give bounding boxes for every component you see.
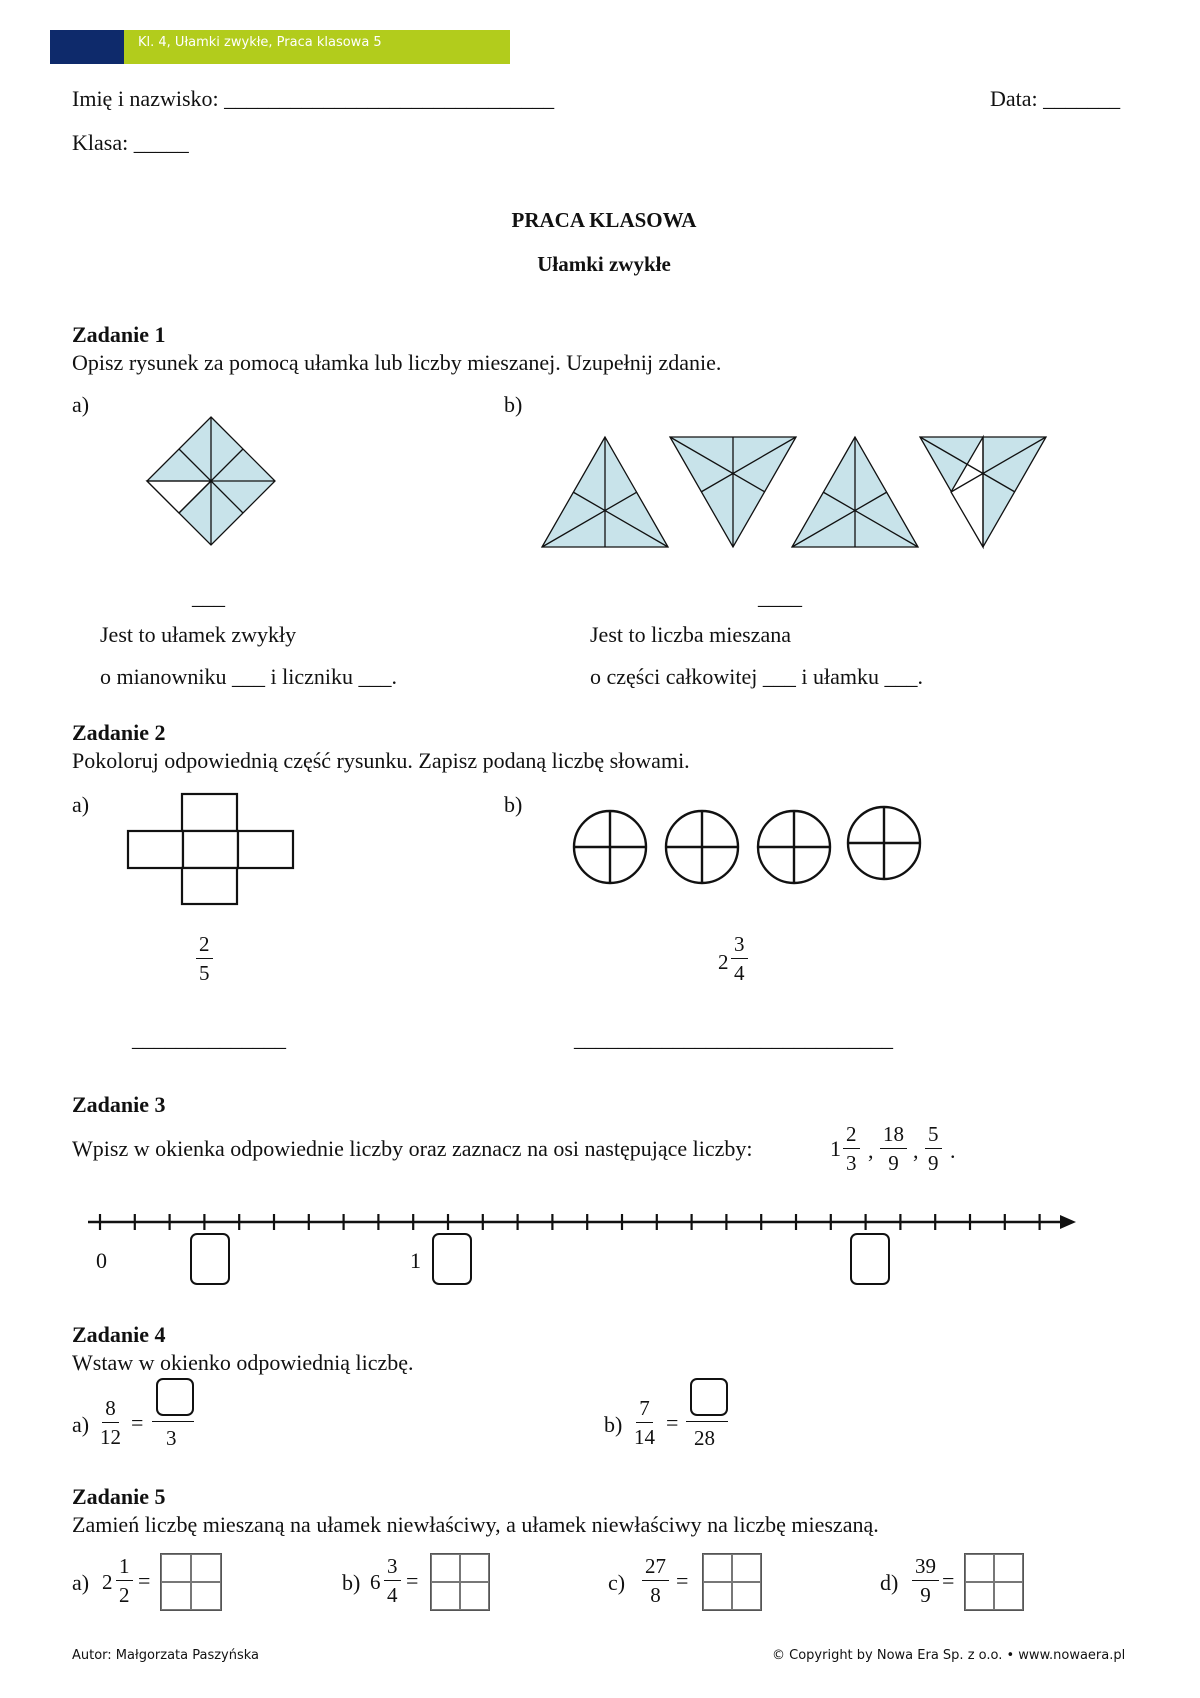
- task2-b-numerator: 3: [731, 934, 748, 959]
- task5-b-numerator: 3: [384, 1556, 401, 1581]
- task5-heading: Zadanie 5: [72, 1484, 166, 1509]
- task2-b-denominator: 4: [734, 961, 745, 985]
- task4-b-right-denominator: 28: [694, 1426, 715, 1450]
- axis-label-one: 1: [410, 1248, 421, 1273]
- task5-c-answer-grid[interactable]: [702, 1553, 762, 1611]
- page-title: PRACA KLASOWA: [511, 208, 697, 232]
- task3-heading: Zadanie 3: [72, 1092, 166, 1117]
- task5-a-denominator: 2: [119, 1583, 130, 1607]
- axis-answer-box-1[interactable]: [190, 1233, 230, 1285]
- task1-instruction: Opisz rysunek za pomocą ułamka lub liczby mieszanej. Uzupełnij zdanie.: [72, 350, 722, 375]
- task5-c-denominator: 8: [650, 1583, 661, 1607]
- task5-b-equals: =: [406, 1568, 419, 1593]
- task5-instruction: Zamień liczbę mieszaną na ułamek niewłaściwy, a ułamek niewłaściwy na liczbę mieszaną.: [72, 1512, 879, 1537]
- task5-a-equals: =: [138, 1568, 151, 1593]
- axis-answer-box-3[interactable]: [850, 1233, 890, 1285]
- task4-b-equals: =: [666, 1410, 679, 1435]
- task3-number2-denominator: 9: [888, 1151, 899, 1175]
- task2-a-answer-line[interactable]: ______________: [132, 1026, 286, 1051]
- task5-b-answer-grid[interactable]: [430, 1553, 490, 1611]
- task2-instruction: Pokoloruj odpowiednią część rysunku. Zapisz podaną liczbę słowami.: [72, 748, 690, 773]
- task2-heading: Zadanie 2: [72, 720, 166, 745]
- task4-heading: Zadanie 4: [72, 1322, 166, 1347]
- task4-a-numerator: 8: [102, 1398, 119, 1423]
- task2-a-denominator: 5: [199, 961, 210, 985]
- task4-b-right-bar: [686, 1421, 728, 1422]
- task5-d-denominator: 9: [920, 1583, 931, 1607]
- task5-d-numerator: 39: [912, 1556, 939, 1581]
- task4-a-right-denominator: 3: [166, 1426, 177, 1450]
- task4-b-label: b): [604, 1412, 623, 1437]
- task3-end: .: [950, 1138, 956, 1163]
- task4-a-right-bar: [152, 1421, 194, 1422]
- task2-a-fraction: [196, 934, 213, 984]
- axis-answer-box-2[interactable]: [432, 1233, 472, 1285]
- class-field-label: Klasa: _____: [72, 130, 189, 155]
- task5-c-label: c): [608, 1570, 626, 1595]
- axis-label-zero: 0: [96, 1248, 107, 1273]
- task5-a-numerator: 1: [116, 1556, 133, 1581]
- task2-b-answer-line[interactable]: _____________________________: [574, 1026, 893, 1051]
- task4-a-left-fraction: [100, 1398, 121, 1448]
- task3-number1-numerator: 2: [843, 1124, 860, 1149]
- task5-a-answer-grid[interactable]: [160, 1553, 222, 1611]
- task1-a-answer-blank[interactable]: ___: [192, 584, 225, 609]
- task5-b-whole: 6: [370, 1570, 381, 1594]
- task3-number3-numerator: 5: [925, 1124, 942, 1149]
- task5-b-denominator: 4: [387, 1583, 398, 1607]
- task4-a-equals: =: [131, 1410, 144, 1435]
- task5-d-label: d): [880, 1570, 899, 1595]
- footer-author: Autor: Małgorzata Paszyńska: [72, 1648, 260, 1663]
- task4-b-numerator: 7: [636, 1398, 653, 1423]
- task3-number3-denominator: 9: [928, 1151, 939, 1175]
- task4-instruction: Wstaw w okienko odpowiednią liczbę.: [72, 1350, 414, 1375]
- task3-number-axis: [88, 1208, 1080, 1236]
- task2-b-circles-figure: [572, 805, 924, 887]
- task3-number1-whole: 1: [830, 1136, 841, 1161]
- task2-a-numerator: 2: [196, 934, 213, 959]
- task3-instruction: Wpisz w okienka odpowiednie liczby oraz zaznacz na osi następujące liczby:: [72, 1136, 753, 1161]
- task5-d-equals: =: [942, 1568, 955, 1593]
- task5-b-fraction: [384, 1556, 401, 1606]
- task5-a-label: a): [72, 1570, 90, 1595]
- header-text: Kl. 4, Ułamki zwykłe, Praca klasowa 5: [138, 35, 382, 50]
- page-subtitle: Ułamki zwykłe: [537, 252, 671, 276]
- task1-a-sentence-line2: o mianowniku ___ i liczniku ___.: [100, 664, 397, 689]
- name-field-label: Imię i nazwisko: ______________________________: [72, 86, 555, 111]
- task4-b-left-fraction: [634, 1398, 655, 1448]
- task5-b-label: b): [342, 1570, 361, 1595]
- task1-a-square-figure: [145, 415, 277, 547]
- task4-a-answer-box[interactable]: [156, 1378, 194, 1416]
- task3-number2-numerator: 18: [880, 1124, 907, 1149]
- footer-copyright: © Copyright by Nowa Era Sp. z o.o. • www.nowaera.pl: [772, 1648, 1126, 1663]
- task1-b-answer-blank[interactable]: ____: [758, 584, 802, 609]
- task1-a-sentence-line1: Jest to ułamek zwykły: [100, 622, 297, 647]
- task3-number2-fraction: [880, 1124, 907, 1174]
- task4-a-denominator: 12: [100, 1425, 121, 1449]
- date-field-label: Data: _______: [990, 86, 1121, 111]
- task3-sep2: ,: [913, 1138, 919, 1163]
- header-navy-block: [50, 30, 124, 64]
- task3-number3-fraction: [925, 1124, 942, 1174]
- task5-c-fraction: [642, 1556, 669, 1606]
- task5-d-fraction: [912, 1556, 939, 1606]
- task1-a-label: a): [72, 392, 90, 417]
- task2-b-whole: 2: [718, 950, 729, 974]
- task5-a-whole: 2: [102, 1570, 113, 1594]
- task5-a-fraction: [116, 1556, 133, 1606]
- task3-number1-denominator: 3: [846, 1151, 857, 1175]
- task5-c-equals: =: [676, 1568, 689, 1593]
- task1-b-sentence-line1: Jest to liczba mieszana: [590, 622, 791, 647]
- task4-b-answer-box[interactable]: [690, 1378, 728, 1416]
- task1-b-triangles-figure: [540, 435, 1050, 550]
- task1-b-label: b): [504, 392, 523, 417]
- task3-sep1: ,: [868, 1138, 874, 1163]
- task2-a-label: a): [72, 792, 90, 817]
- task4-a-label: a): [72, 1412, 90, 1437]
- task5-d-answer-grid[interactable]: [964, 1553, 1024, 1611]
- task2-b-fraction: [731, 934, 748, 984]
- task2-a-cross-figure: [127, 793, 295, 905]
- task1-b-sentence-line2: o części całkowitej ___ i ułamku ___.: [590, 664, 923, 689]
- task4-b-denominator: 14: [634, 1425, 655, 1449]
- task1-heading: Zadanie 1: [72, 322, 166, 347]
- task3-number1-fraction: [843, 1124, 860, 1174]
- task2-b-label: b): [504, 792, 523, 817]
- task5-c-numerator: 27: [642, 1556, 669, 1581]
